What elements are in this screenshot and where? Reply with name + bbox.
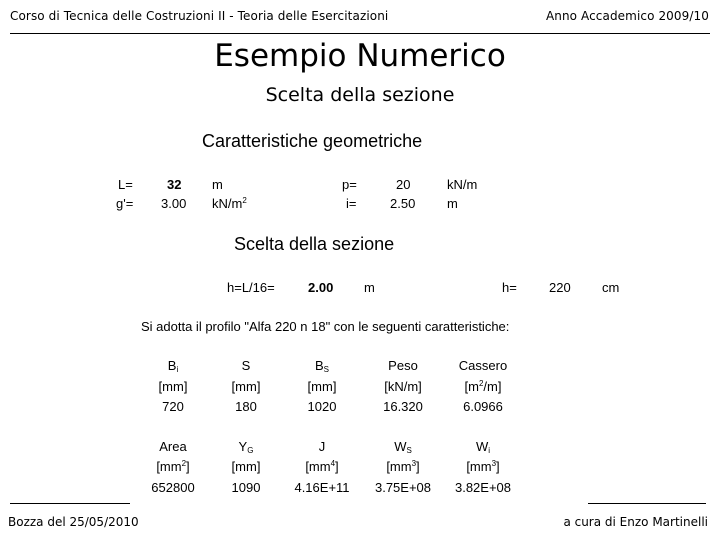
- h2-label: h=: [502, 280, 517, 295]
- t2-header-J: J: [318, 439, 326, 454]
- t2-header-Ws: $W_S$: [394, 439, 412, 455]
- slide-title: Esempio Numerico: [214, 38, 506, 74]
- p-value: 20: [396, 177, 411, 192]
- draft-date: Bozza del 25/05/2010: [8, 515, 139, 529]
- h-formula: h=L/16=: [227, 280, 275, 295]
- section-heading: Scelta della sezione: [234, 234, 395, 254]
- geometry-heading: Caratteristiche geometriche: [202, 131, 423, 151]
- i-value: 2.50: [390, 196, 416, 211]
- t1-value-S: 180: [235, 399, 257, 414]
- header-divider: [10, 33, 710, 34]
- i-label: i=: [346, 196, 357, 211]
- h-value: 2.00: [308, 280, 334, 295]
- p-label: p=: [342, 177, 357, 192]
- t2-unit-Yg: [mm]: [231, 459, 261, 474]
- t2-unit-J: $[mm^4]$: [305, 459, 339, 474]
- t1-unit-S: [mm]: [231, 379, 261, 394]
- t2-header-Yg: $Y_G$: [238, 439, 254, 455]
- t2-value-Ws: 3.75E+08: [374, 480, 432, 495]
- t2-header-area: Area: [159, 439, 187, 454]
- t1-unit-Bs: [mm]: [307, 379, 337, 394]
- g-label: g'=: [116, 196, 134, 211]
- t2-value-Wi: 3.82E+08: [454, 480, 512, 495]
- course-title: Corso di Tecnica delle Costruzioni II - Teoria delle Esercitazioni: [10, 9, 389, 23]
- t2-value-J: 4.16E+11: [294, 480, 350, 495]
- t1-unit-peso: [kN/m]: [384, 379, 422, 394]
- h-unit: m: [364, 280, 375, 295]
- t1-value-Bi: 720: [162, 399, 184, 414]
- footer-right-divider: [588, 503, 706, 504]
- academic-year: Anno Accademico 2009/10: [545, 9, 709, 23]
- t1-header-Bs: $B_S$: [314, 358, 329, 374]
- L-value: 32: [167, 177, 182, 192]
- footer-left-divider: [10, 503, 130, 504]
- g-unit: $kN/m^2$: [212, 196, 247, 211]
- slide-subtitle: Scelta della sezione: [265, 84, 455, 106]
- t2-unit-Ws: $[mm^3]$: [386, 459, 420, 474]
- t1-header-S: S: [241, 358, 251, 373]
- p-unit: kN/m: [447, 177, 478, 192]
- t1-header-peso: Peso: [388, 358, 418, 373]
- adopted-profile-text: Si adotta il profilo "Alfa 220 n 18" con le seguenti caratteristiche:: [141, 319, 510, 334]
- author-credit: a cura di Enzo Martinelli: [563, 515, 708, 529]
- t1-header-cassero: Cassero: [458, 358, 508, 373]
- t2-value-area: 652800: [151, 480, 195, 495]
- t2-unit-Wi: $[mm^3]$: [466, 459, 500, 474]
- t1-unit-cassero: $[m^2/m]$: [464, 379, 502, 394]
- h2-unit: cm: [602, 280, 620, 295]
- L-unit: m: [212, 177, 223, 192]
- t1-value-cassero: 6.0966: [463, 399, 503, 414]
- t1-value-peso: 16.320: [383, 399, 423, 414]
- t2-value-Yg: 1090: [231, 480, 261, 495]
- L-label: L=: [118, 177, 133, 192]
- t2-header-Wi: $W_i$: [475, 439, 491, 455]
- i-unit: m: [447, 196, 458, 211]
- t1-unit-Bi: [mm]: [158, 379, 188, 394]
- t1-value-Bs: 1020: [307, 399, 337, 414]
- t2-unit-area: $[mm^2]$: [156, 459, 190, 474]
- h2-value: 220: [549, 280, 571, 295]
- g-value: 3.00: [161, 196, 187, 211]
- t1-header-Bi: $B_i$: [167, 358, 179, 374]
